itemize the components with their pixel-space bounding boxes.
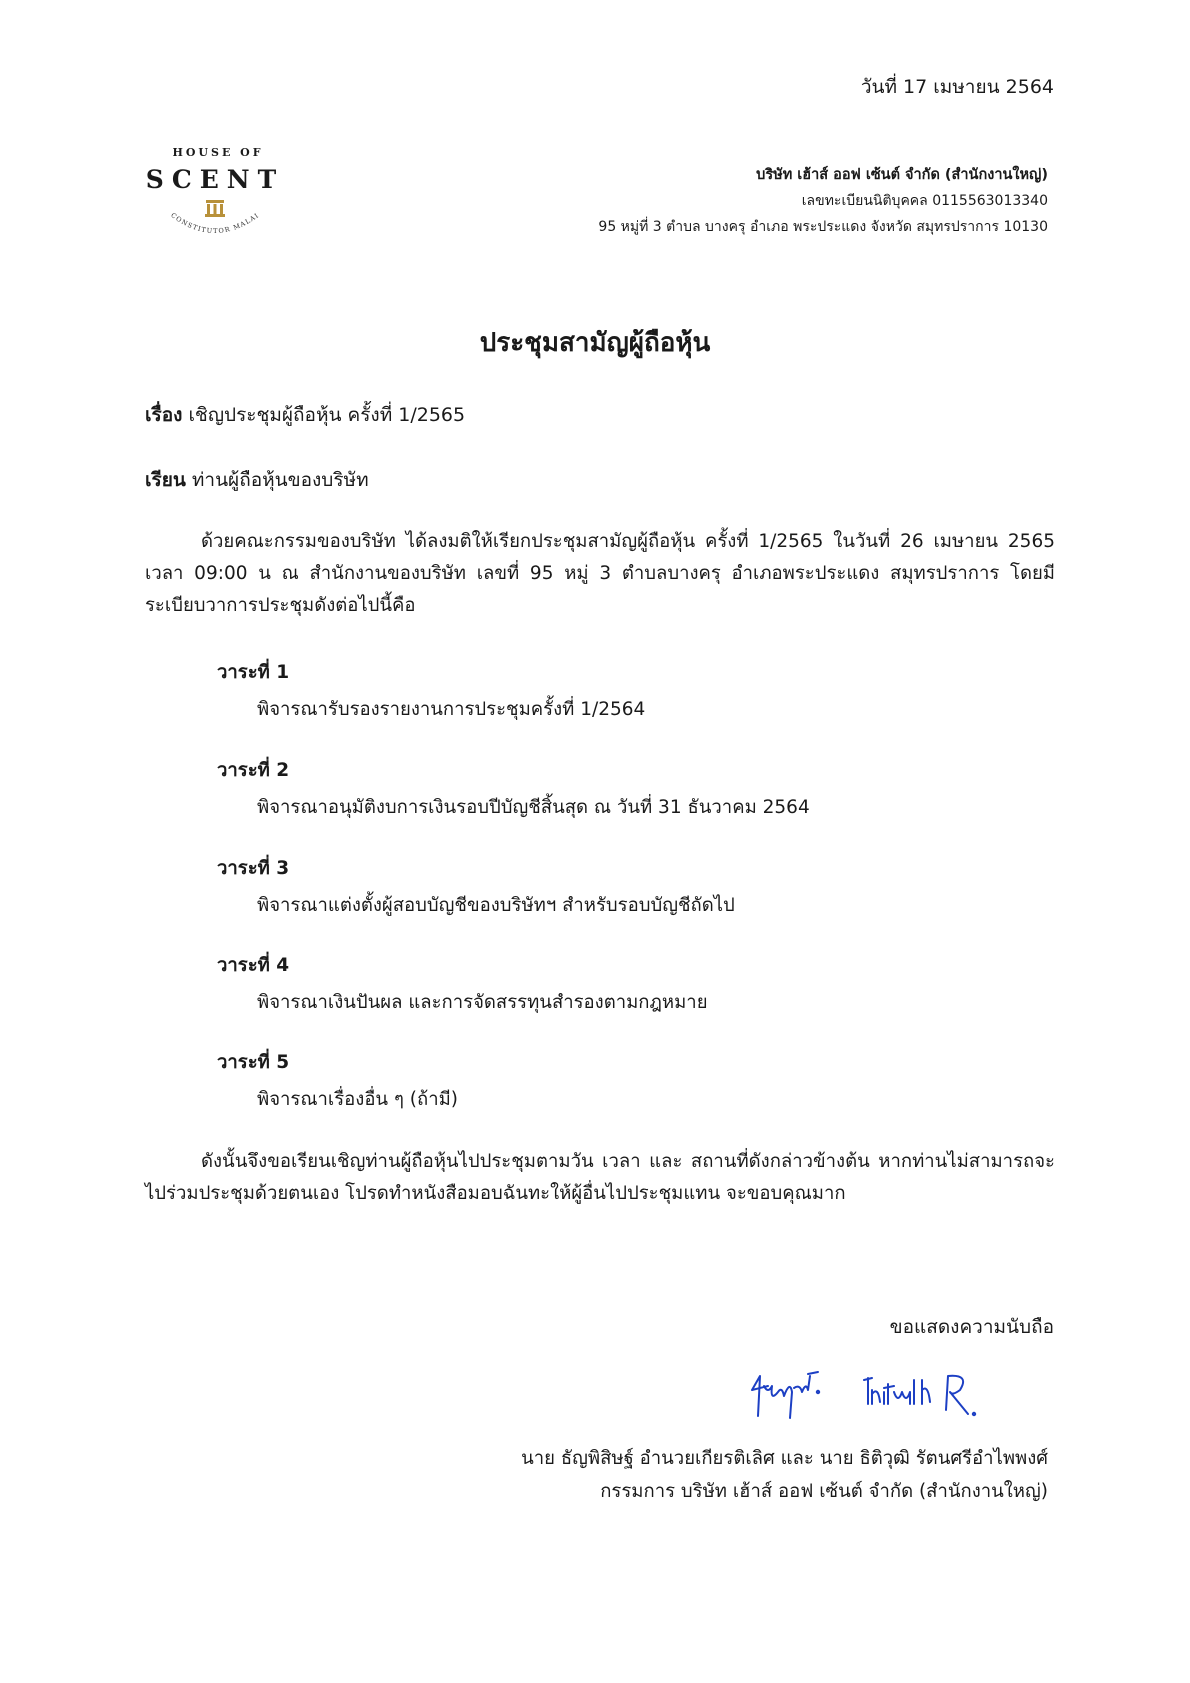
company-address: 95 หมู่ที่ 3 ตำบล บางครุ อำเภอ พระประแดง จังหวัด สมุทรปราการ 10130 <box>598 219 1048 235</box>
company-info <box>598 162 1048 240</box>
agenda-item-3 <box>217 854 735 920</box>
agenda-heading: วาระที่ 3 <box>217 858 290 879</box>
agenda-item-2 <box>217 756 810 822</box>
closing-paragraph <box>145 1146 1055 1210</box>
company-registration: เลขทะเบียนนิติบุคคล 0115563013340 <box>801 193 1048 209</box>
logo-main-text: SCENT <box>145 165 285 194</box>
subject-line <box>145 400 465 430</box>
signer-block <box>521 1442 1048 1508</box>
agenda-description: พิจารณาแต่งตั้งผู้สอบบัญชีของบริษัทฯ สำหรับรอบบัญชีถัดไป <box>257 895 735 916</box>
company-logo <box>140 146 290 256</box>
agenda-description: พิจารณารับรองรายงานการประชุมครั้งที่ 1/2564 <box>257 699 646 720</box>
agenda-heading: วาระที่ 2 <box>217 760 290 781</box>
agenda-description: พิจารณาเงินปันผล และการจัดสรรทุนสำรองตามกฎหมาย <box>257 992 708 1013</box>
subject-text: เชิญประชุมผู้ถือหุ้น ครั้งที่ 1/2565 <box>188 404 466 426</box>
agenda-item-4 <box>217 951 708 1017</box>
agenda-item-5 <box>217 1048 458 1114</box>
recipient-label: เรียน <box>145 469 186 491</box>
intro-text: ด้วยคณะกรรมของบริษัท ได้ลงมติให้เรียกประชุมสามัญผู้ถือหุ้น ครั้งที่ 1/2565 ในวันที่ 26 เมษายน 2565 เวลา 09:00 น ณ สำนักงานของบริษัท เลขที่ 95 หมู่ 3 ตำบลบางครุ อำเภอพระประแดง สมุทรปราการ โดยมีระเบียบวาการประชุมดังต่อไปนี้คือ <box>145 531 1055 616</box>
agenda-item-1 <box>217 658 645 724</box>
document-title: ประชุมสามัญผู้ถือหุ้น <box>479 328 711 358</box>
agenda-heading: วาระที่ 5 <box>217 1052 290 1073</box>
regards-text: ขอแสดงความนับถือ <box>889 1316 1054 1338</box>
logo-emblem-icon <box>150 194 280 244</box>
subject-label: เรื่อง <box>145 404 183 426</box>
agenda-heading: วาระที่ 4 <box>217 955 290 976</box>
agenda-heading: วาระที่ 1 <box>217 662 290 683</box>
intro-paragraph <box>145 526 1055 622</box>
svg-text:CONSTITUTOR MALAI: CONSTITUTOR MALAI <box>169 211 261 236</box>
closing-text: ดังนั้นจึงขอเรียนเชิญท่านผู้ถือหุ้นไปประชุมตามวัน เวลา และ สถานที่ดังกล่าวข้างต้น หากท่านไม่สามารถจะไปร่วมประชุมด้วยตนเอง โปรดทำหนังสือมอบฉันทะให้ผู้อื่นไปประชุมแทน จะขอบคุณมาก <box>145 1151 1055 1204</box>
agenda-description: พิจารณาเรื่องอื่น ๆ (ถ้ามี) <box>257 1089 458 1110</box>
agenda-description: พิจารณาอนุมัติงบการเงินรอบปีบัญชีสิ้นสุด ณ วันที่ 31 ธันวาคม 2564 <box>257 797 810 818</box>
signature-image <box>746 1356 996 1428</box>
logo-top-text: HOUSE OF <box>172 146 264 159</box>
recipient-text: ท่านผู้ถือหุ้นของบริษัท <box>191 469 369 491</box>
document-date: วันที่ 17 เมษายน 2564 <box>860 76 1054 98</box>
company-name: บริษัท เฮ้าส์ ออฟ เซ้นต์ จำกัด (สำนักงานใหญ่) <box>756 167 1048 183</box>
signer-title: กรรมการ บริษัท เฮ้าส์ ออฟ เซ้นต์ จำกัด (สำนักงานใหญ่) <box>600 1481 1048 1502</box>
recipient-line <box>145 465 369 495</box>
signer-names: นาย ธัญพิสิษฐ์ อำนวยเกียรติเลิศ และ นาย ธิติวุฒิ รัตนศรีอำไพพงศ์ <box>521 1448 1048 1469</box>
